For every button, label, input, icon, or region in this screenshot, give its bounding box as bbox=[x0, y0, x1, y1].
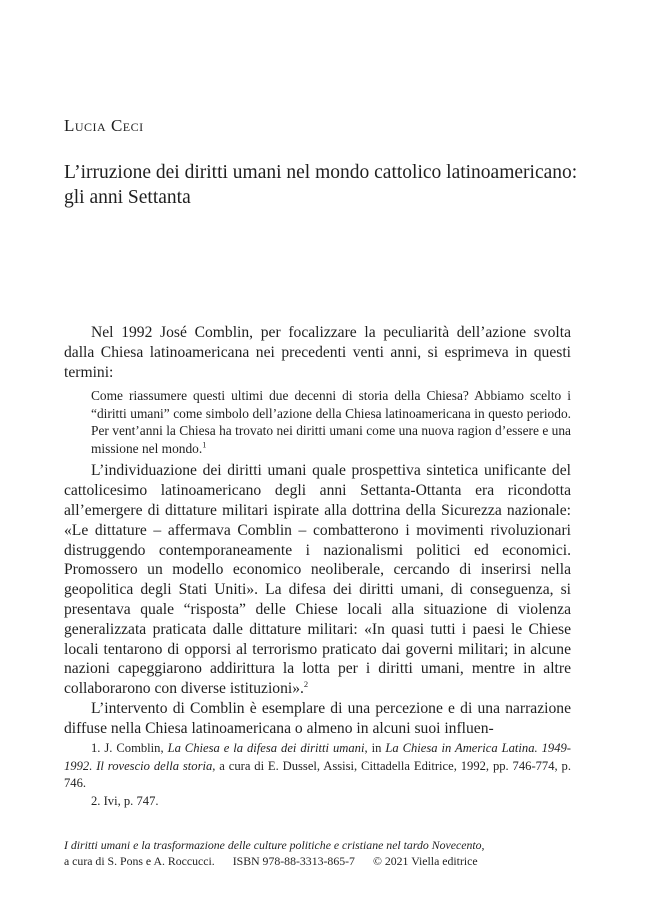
footnote-ref-2[interactable]: 2 bbox=[303, 678, 309, 689]
footer-publication-info bbox=[64, 853, 584, 869]
block-quote-text: Come riassumere questi ultimi due decenni di storia della Chiesa? Abbiamo scelto i “diritti umani” come simbolo dell’azione della Chiesa latinoamericana in questo periodo. Per vent’anni la Chiesa ha trovato nei diritti umani come una nuova ragion d’essere e una missione nel mondo. bbox=[91, 388, 571, 456]
chapter-author: Lucia Ceci bbox=[64, 116, 144, 135]
footnote-1-details: , a cura di E. Dussel, Assisi, Cittadella Editrice, 1992, pp. 746-774, p. 746. bbox=[64, 758, 571, 790]
footnote-1-book-title: La Chiesa in America Latina. 1949-1992. Il rovescio della storia bbox=[64, 741, 571, 773]
chapter-body bbox=[64, 323, 571, 739]
footnote-1-author: 1. J. Comblin, bbox=[91, 741, 168, 755]
paragraph-main bbox=[64, 461, 571, 699]
paragraph-main-text: L’individuazione dei diritti umani quale prospettiva sintetica unificante del cattolicesimo latinoamericano degli anni Settanta-Ottanta era ricondotta all’emergere di dittature militari ispirate alla dottrina della Sicurezza nazionale: «Le dittature – affermava Comblin – combatterono i movimenti rivoluzionari distruggendo contemporaneamente i nazionalismi politici ed economici. Promossero un modello economico neoliberale, cercando di inserirsi nella geopolitica degli Stati Uniti». La difesa dei diritti umani, di conseguenza, si presentava quale “risposta” delle Chiese locali alla situazione di violenza generalizzata praticata dalle dittature militari: «In quasi tutti i paesi le Chiese locali tentarono di opporsi al terrorismo praticato dai governi militari; in alcune nazioni capeggiarono addirittura la lotta per i diritti umani, mentre in altre collaborarono con diverse istituzioni». bbox=[64, 462, 571, 698]
paragraph-continued: L’intervento di Comblin è esemplare di una percezione e di una narrazione diffuse nella Chiesa latinoamericana o almeno in alcuni suoi influen- bbox=[64, 699, 571, 737]
block-quote bbox=[91, 387, 571, 457]
footnote-ref-1[interactable]: 1 bbox=[202, 439, 207, 450]
footnotes bbox=[64, 740, 571, 810]
paragraph-intro: Nel 1992 José Comblin, per focalizzare la peculiarità dell’azione svolta dalla Chiesa latinoamericana nei precedenti venti anni, si esprimeva in questi termini: bbox=[64, 324, 571, 381]
footer-copyright: © 2021 Viella editrice bbox=[372, 854, 478, 868]
page-footer bbox=[64, 837, 584, 869]
footnote-1-article-title: La Chiesa e la difesa dei diritti umani bbox=[167, 741, 365, 755]
footnote-1-connector: , in bbox=[364, 741, 386, 755]
footnote-2: 2. Ivi, p. 747. bbox=[91, 793, 159, 808]
footer-book-title: I diritti umani e la trasformazione delle culture politiche e cristiane nel tardo Novecento, bbox=[64, 838, 485, 852]
footnote-1 bbox=[64, 740, 571, 793]
chapter-title: L’irruzione dei diritti umani nel mondo cattolico latinoamericano: gli anni Settanta bbox=[64, 162, 578, 208]
footer-isbn: ISBN 978-88-3313-865-7 bbox=[232, 854, 355, 868]
footer-editors: a cura di S. Pons e A. Roccucci. bbox=[64, 854, 215, 868]
